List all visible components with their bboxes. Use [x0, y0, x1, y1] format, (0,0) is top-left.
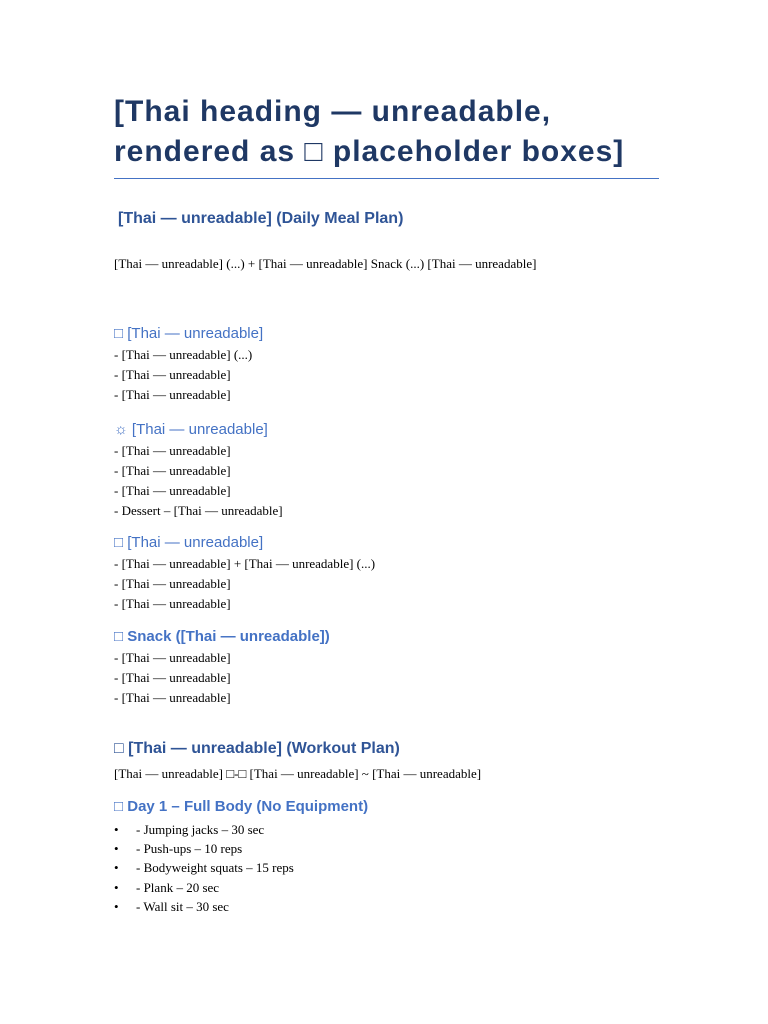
list-item: - [Thai — unreadable]	[114, 367, 231, 382]
workout-plan-heading	[114, 740, 400, 758]
list-item: • - Push-ups – 10 reps	[114, 839, 294, 858]
meal-group-heading	[114, 421, 268, 438]
meal-plan-heading: [Thai — unreadable] (Daily Meal Plan)	[118, 210, 404, 227]
day1-icon: □	[114, 798, 124, 815]
list-item: - [Thai — unreadable]	[114, 483, 231, 498]
meal-group-list	[114, 648, 231, 708]
meal-group-heading	[114, 325, 263, 342]
workout-icon: □	[114, 740, 124, 757]
list-item: - [Thai — unreadable]	[114, 576, 231, 591]
list-item: - [Thai — unreadable] (...)	[114, 347, 253, 362]
list-item: - [Thai — unreadable]	[114, 463, 231, 478]
sun-icon: ☼	[114, 421, 128, 438]
meal-group-list	[114, 345, 252, 405]
workout-heading-text: [Thai — unreadable] (Workout Plan)	[128, 740, 400, 757]
list-item: - [Thai — unreadable] + [Thai — unreadable] (...)	[114, 556, 376, 571]
meal-group-heading	[114, 628, 330, 645]
meal-plan-intro: [Thai — unreadable] (...) + [Thai — unreadable] Snack (...) [Thai — unreadable]	[114, 256, 537, 271]
list-item: - Dessert – [Thai — unreadable]	[114, 503, 283, 518]
list-item: - [Thai — unreadable]	[114, 387, 231, 402]
meal-group-title: [Thai — unreadable]	[127, 534, 264, 551]
meal-group-title: [Thai — unreadable]	[127, 325, 264, 342]
list-item: • - Bodyweight squats – 15 reps	[114, 858, 294, 877]
meal-group-list	[114, 441, 283, 521]
meal-group-icon: □	[114, 534, 124, 551]
meal-group-list	[114, 554, 375, 614]
list-item: • - Plank – 20 sec	[114, 878, 294, 897]
workout-plan-intro: [Thai — unreadable] □-□ [Thai — unreadable] ~ [Thai — unreadable]	[114, 766, 482, 781]
page-title: [Thai heading — unreadable, rendered as □ placeholder boxes]	[114, 92, 659, 179]
list-item: - [Thai — unreadable]	[114, 443, 231, 458]
meal-group-icon: □	[114, 325, 124, 342]
list-item: - [Thai — unreadable]	[114, 670, 231, 685]
list-item: • - Wall sit – 30 sec	[114, 897, 294, 916]
meal-group-icon: □	[114, 628, 124, 645]
list-item: - [Thai — unreadable]	[114, 650, 231, 665]
day1-title: Day 1 – Full Body (No Equipment)	[127, 798, 369, 815]
meal-group-title: Snack ([Thai — unreadable])	[127, 628, 330, 645]
day1-heading	[114, 798, 368, 815]
meal-group-heading	[114, 534, 263, 551]
day1-exercise-list	[114, 820, 294, 916]
list-item: - [Thai — unreadable]	[114, 596, 231, 611]
list-item: • - Jumping jacks – 30 sec	[114, 820, 294, 839]
list-item: - [Thai — unreadable]	[114, 690, 231, 705]
meal-group-title: [Thai — unreadable]	[131, 421, 268, 438]
